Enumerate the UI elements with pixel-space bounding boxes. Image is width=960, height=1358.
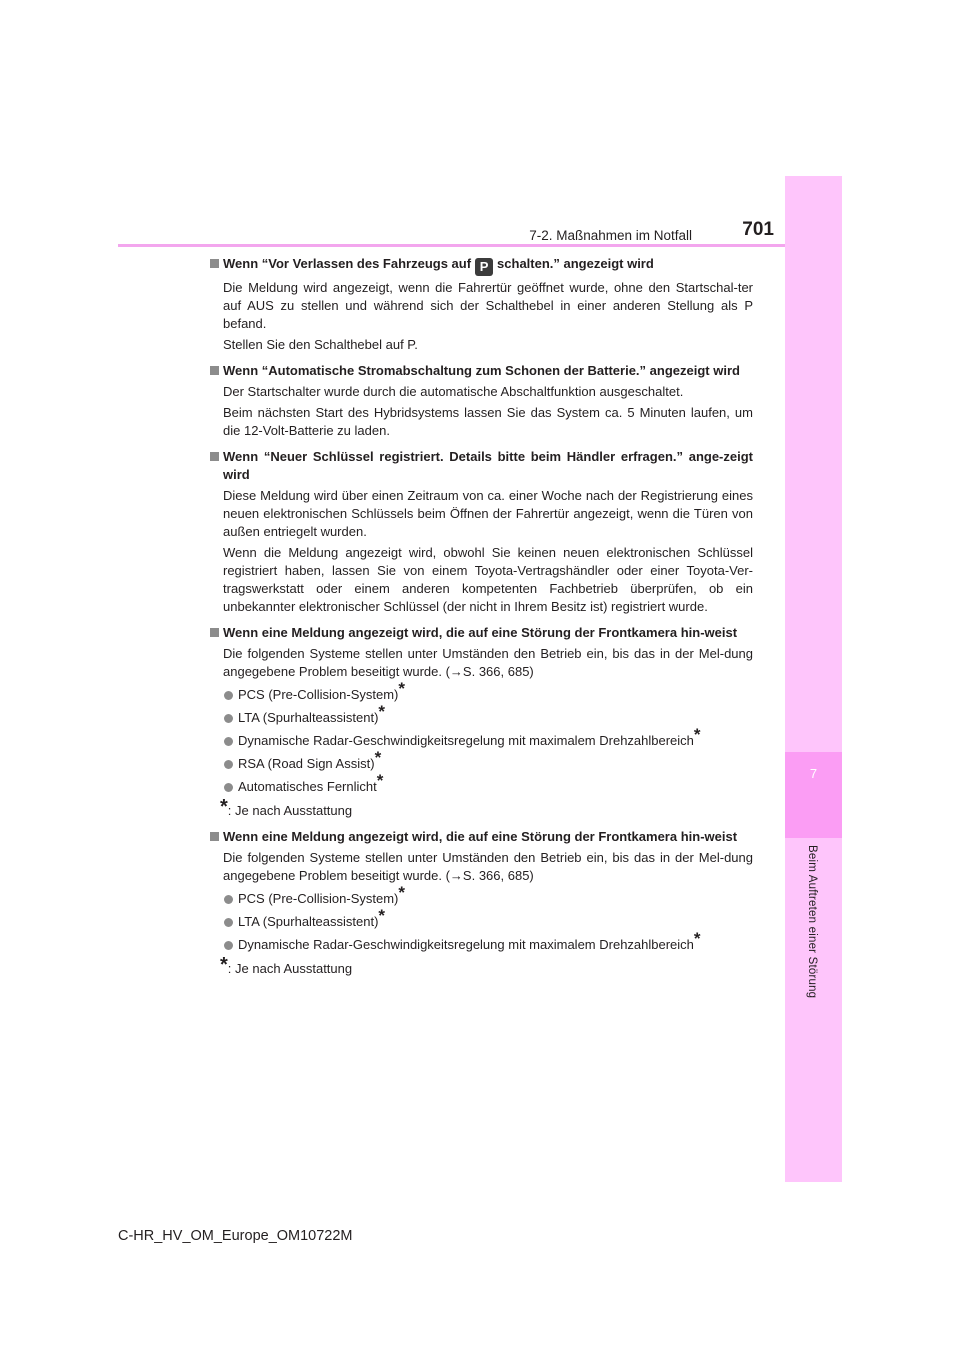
paragraph: Der Startschalter wurde durch die automatische Abschaltfunktion ausgeschaltet. bbox=[223, 384, 684, 399]
list-item: Dynamische Radar-Geschwindigkeitsregelung mit maximalem Drehzahlbereich* bbox=[208, 936, 753, 954]
paragraph: Beim nächsten Start des Hybridsystems lassen Sie das System ca. 5 Minuten laufen, um die 12-Volt-Batterie zu laden. bbox=[223, 405, 753, 438]
section-heading: Wenn “Neuer Schlüssel registriert. Details bitte beim Händler erfragen.” ange-zeigt wird bbox=[208, 448, 753, 484]
footnote-star: * bbox=[378, 702, 386, 721]
list-item: LTA (Spurhalteassistent)* bbox=[208, 913, 753, 931]
round-bullet-icon bbox=[224, 895, 233, 904]
footnote: *: Je nach Ausstattung bbox=[220, 954, 353, 976]
footnote-star: * bbox=[398, 679, 405, 698]
section-heading: Wenn eine Meldung angezeigt wird, die auf eine Störung der Frontkamera hin-weist bbox=[208, 828, 753, 846]
paragraph: Die folgenden Systeme stellen unter Umständen den Betrieb ein, bis das in der Mel-dung angegebene Problem beseitigt wurde. (→S. 366, 685) bbox=[223, 646, 753, 679]
header-rule bbox=[118, 244, 842, 247]
page-content bbox=[208, 255, 753, 978]
page-number: 701 bbox=[742, 219, 774, 240]
round-bullet-icon bbox=[224, 691, 233, 700]
paragraph: Die folgenden Systeme stellen unter Umständen den Betrieb ein, bis das in der Mel-dung angegebene Problem beseitigt wurde. (→S. 366, 685) bbox=[223, 850, 753, 883]
round-bullet-icon bbox=[224, 737, 233, 746]
paragraph: Diese Meldung wird über einen Zeitraum von ca. einer Woche nach der Registrierung eines neuen elektronischen Schlüssels beim Öffnen der Fahrertür angezeigt, wenn die Türen von außen entriegelt wurden. bbox=[223, 488, 753, 539]
paragraph: Stellen Sie den Schalthebel auf P. bbox=[223, 337, 418, 352]
round-bullet-icon bbox=[224, 941, 233, 950]
list-item: Dynamische Radar-Geschwindigkeitsregelung mit maximalem Drehzahlbereich* bbox=[208, 732, 753, 750]
footnote-star: * bbox=[378, 906, 386, 925]
list-item: RSA (Road Sign Assist)* bbox=[208, 755, 753, 773]
chapter-side-tab bbox=[785, 176, 842, 1182]
footnote-star: * bbox=[398, 883, 405, 902]
footnote: *: Je nach Ausstattung bbox=[220, 796, 353, 818]
section-heading: Wenn “Vor Verlassen des Fahrzeugs auf P schalten.” angezeigt wird bbox=[208, 255, 753, 276]
section-title: 7-2. Maßnahmen im Notfall bbox=[529, 228, 692, 243]
round-bullet-icon bbox=[224, 783, 233, 792]
square-bullet-icon bbox=[210, 452, 219, 461]
footnote-star: * bbox=[376, 771, 384, 790]
square-bullet-icon bbox=[210, 366, 219, 375]
square-bullet-icon bbox=[210, 259, 219, 268]
chapter-title: Beim Auftreten einer Störung bbox=[806, 845, 818, 999]
section-heading: Wenn eine Meldung angezeigt wird, die auf eine Störung der Frontkamera hin-weist bbox=[208, 624, 753, 642]
document-id: C-HR_HV_OM_Europe_OM10722M bbox=[118, 1228, 353, 1244]
list-item: PCS (Pre-Collision-System)* bbox=[208, 686, 753, 704]
footnote-star: * bbox=[220, 954, 228, 976]
paragraph: Wenn die Meldung angezeigt wird, obwohl Sie keinen neuen elektronischen Schlüssel registriert haben, lassen Sie von einem Toyota-Vertragshändler oder einer Toyota-Ver-tragswerkstatt oder einem anderen kompetenten Fachbetrieb überprüfen, ob ein unbekannter elektronischer Schlüssel (der nicht in Ihrem Besitz ist) registriert wurde. bbox=[223, 545, 753, 614]
chapter-tab-marker bbox=[785, 752, 842, 838]
park-p-icon: P bbox=[475, 258, 493, 276]
chapter-number: 7 bbox=[809, 766, 818, 781]
footnote-star: * bbox=[693, 725, 701, 744]
footnote-star: * bbox=[693, 929, 701, 948]
round-bullet-icon bbox=[224, 714, 233, 723]
list-item: PCS (Pre-Collision-System)* bbox=[208, 890, 753, 908]
round-bullet-icon bbox=[224, 918, 233, 927]
paragraph: Die Meldung wird angezeigt, wenn die Fahrertür geöffnet wurde, ohne den Startschal-ter auf AUS zu stellen und während sich der Schalthebel in einer anderen Stellung als P befand. bbox=[223, 280, 753, 331]
round-bullet-icon bbox=[224, 760, 233, 769]
list-item: LTA (Spurhalteassistent)* bbox=[208, 709, 753, 727]
list-item: Automatisches Fernlicht* bbox=[208, 778, 753, 796]
square-bullet-icon bbox=[210, 628, 219, 637]
section-heading: Wenn “Automatische Stromabschaltung zum Schonen der Batterie.” angezeigt wird bbox=[208, 362, 753, 380]
footnote-star: * bbox=[374, 748, 382, 767]
square-bullet-icon bbox=[210, 832, 219, 841]
footnote-star: * bbox=[220, 796, 228, 818]
